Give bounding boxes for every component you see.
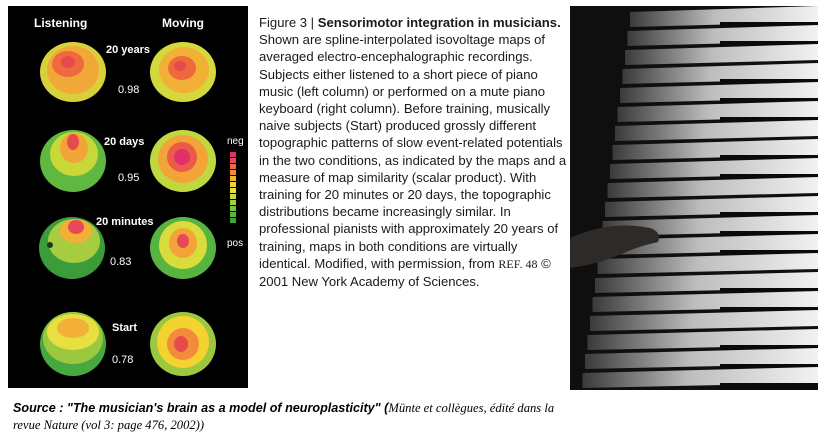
scale-segment [230,158,236,163]
piano-keyboard-photo [570,6,818,390]
caption-body: Shown are spline-interpolated isovoltage maps of averaged electro-encephalographic recordings. Subjects either listened to a short piece of piano music (left column) or performed on a mute piano keyboard (right column). Before training, musically naive subjects (Start) produced grossly different topographic patterns of slow event-related potentials in the two conditions, as indicated by the maps and a measure of map similarity (scalar product). With training for 20 minutes or 20 days, the topographic distributions became increasingly similar. In professional pianists with approximately 20 years of training, maps in both conditions are virtually identical. Modified, with permission, from [259,32,567,271]
scale-segment [230,176,236,181]
caption-credit: © 2001 New York Academy of Sciences. [259,255,551,290]
eeg-map-moving-20-minutes [148,211,218,281]
source-reference: Münte et collègues, édité dans la revue Nature (vol 3: page 476, 2002)) [13,401,555,432]
eeg-figure-panel [8,6,248,388]
scale-label-pos: pos [227,238,244,249]
caption-reference: REF. 48 [498,256,538,271]
figure-title: Sensorimotor integration in musicians. [317,15,561,30]
scale-segment [230,212,236,217]
eeg-map-moving-20-days [148,124,218,194]
column-header-listening: Listening [34,16,88,30]
scale-segment [230,194,236,199]
row-label-start: Start [112,322,138,334]
scale-segment [230,170,236,175]
scale-segment [230,200,236,205]
scale-segment [230,206,236,211]
black-key [720,383,818,390]
scale-segment [230,218,236,223]
color-scale-bar [230,152,238,224]
similarity-value-20-minutes: 0.83 [110,256,132,268]
source-citation [13,400,573,434]
figure-caption [259,14,569,290]
similarity-value-start: 0.78 [112,354,134,366]
eeg-map-listening-20-days [38,124,108,194]
source-label: Source : "The musician's brain as a model of neuroplasticity" ( [13,401,389,415]
column-header-moving: Moving [162,16,204,30]
row-label-20-years: 20 years [106,44,151,56]
eeg-map-listening-20-years [38,36,108,104]
similarity-value-20-years: 0.98 [118,84,140,96]
eeg-map-moving-20-years [148,36,218,104]
scale-segment [230,182,236,187]
row-label-20-minutes: 20 minutes [96,216,154,228]
scale-segment [230,152,236,157]
eeg-map-listening-start [38,306,108,378]
scale-segment [230,188,236,193]
similarity-value-20-days: 0.95 [118,172,140,184]
row-label-20-days: 20 days [104,136,145,148]
scale-label-neg: neg [227,136,244,147]
figure-number: Figure 3 | [259,15,315,30]
eeg-map-moving-start [148,306,218,378]
scale-segment [230,164,236,169]
